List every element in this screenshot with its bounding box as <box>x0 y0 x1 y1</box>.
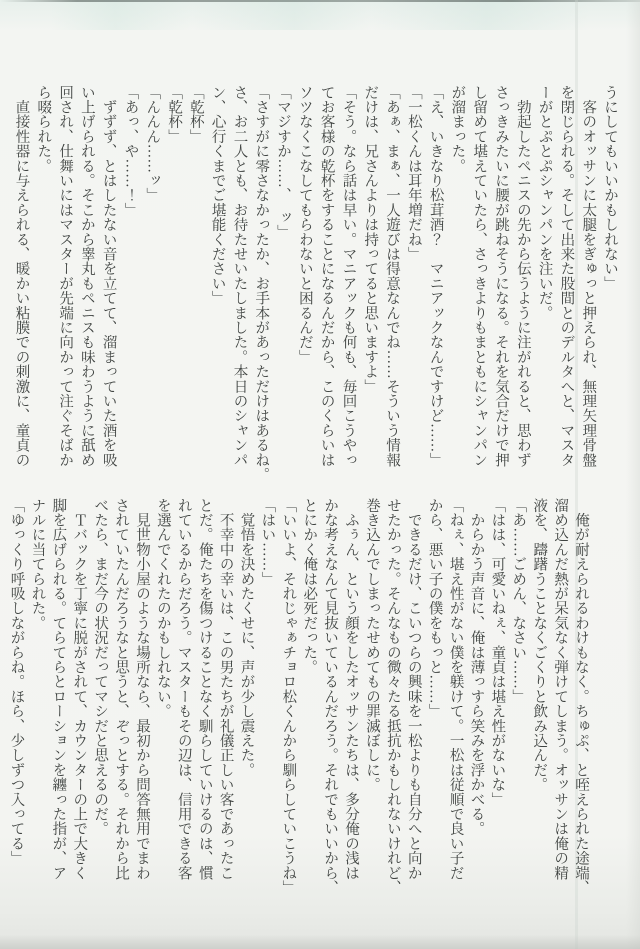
text-column: を閉じられる。そして出来た股間とのデルタへと、マスタ <box>558 85 575 468</box>
text-column: かな考えなんて見抜いているんだろう。それでもいいから、 <box>322 498 339 895</box>
text-column: さ、お二人とも、お待たせいたしました。本日のシャンパ <box>231 85 248 468</box>
text-column: 「マジすか……、 ッ」 <box>275 85 292 240</box>
bottom-text-block <box>5 498 591 895</box>
text-column: 「はは、可愛いねぇ、童貞は堪え性がないな」 <box>489 498 506 807</box>
text-column: とにかく俺は必死だった。 <box>301 498 318 675</box>
text-column: 不幸中の幸いは、この男たちが礼儀正しい客であったこ <box>217 498 234 881</box>
text-column: 「はい……」 <box>259 498 276 587</box>
scan-artifact-top-tint <box>0 0 640 30</box>
text-column: 「あっ、や……！」 <box>122 85 139 218</box>
top-text-block <box>8 85 620 485</box>
text-column: てお客様の乾杯をすることになるんだから、このくらいは <box>318 85 335 468</box>
text-column: 「ゆっくり呼吸しながらね。ほら、少しずつ入ってる」 <box>8 498 25 866</box>
text-column: し留めて堪えていたら、さっきよりもまともにシャンパン <box>471 85 488 468</box>
text-column: とだ。俺たちを傷つけることなく馴らしていけるのは、慣 <box>196 498 213 881</box>
text-column: 溜め込んだ熱が呆気なく弾けてしまう。オッサンは俺の精 <box>552 498 569 881</box>
scan-artifact-right-shade <box>626 0 640 949</box>
text-column: 俺が耐えられるわけもなく。ちゅぷ、と咥えられた途端、 <box>573 498 589 895</box>
text-column: せたかった。そんなもの微々たる抵抗かもしれないけれど、 <box>384 498 401 895</box>
text-column: されていたんだろうなと思うと、ぞっとする。それから比 <box>113 498 130 881</box>
text-column: 「あぁ、まぁ、一人遊びは得意なんでね……そういう情報 <box>384 85 401 468</box>
text-column: ずずず、とはしたない音を立てて、溜まっていた酒を吸 <box>100 85 117 468</box>
text-column: れているからだろう。マスターもその辺は、信用できる客 <box>175 498 192 881</box>
text-column: 「一松くんは耳年増だね」 <box>405 85 422 262</box>
text-column: 回され、仕舞いにはマスターが先端に向かって注ぐそばか <box>57 85 74 468</box>
scan-artifact-bottom-edge <box>0 935 640 949</box>
text-column: 直接性器に与えられる、暖かい粘膜での刺激に、童貞の <box>13 85 30 468</box>
text-column: 「んんん……ッ」 <box>144 85 161 203</box>
text-column: うにしてもいいかもしれない」 <box>602 85 618 291</box>
text-column: ふぅん、という顔をしたオッサンたちは、多分俺の浅は <box>343 498 360 881</box>
text-column: から、悪い子の僕をもっと……」 <box>426 498 443 719</box>
text-column: 「そう。なら話は早い。マニアックも何も、毎回こうやっ <box>340 85 357 468</box>
text-column: 巻き込んでしまったせめてもの罪滅ぼしに。 <box>363 498 380 792</box>
text-column: だけは、兄さんよりは持ってると思いますよ」 <box>362 85 379 394</box>
scan-artifact-top-edge <box>0 0 640 2</box>
text-column: さっきみたいに腰が跳ねそうになる。それを気合だけで押 <box>493 85 510 468</box>
text-column: 「あ……ごめん、なさい……」 <box>510 498 527 704</box>
text-column: ン、心行くまでご堪能ください」 <box>209 85 226 306</box>
text-column: べたら、まだ今の状況だってマシだと思えるのだ。 <box>92 498 109 837</box>
text-column: を選んでくれたのかもしれない。 <box>154 498 171 719</box>
text-column: ソツなくこなしてもらわないと困るんだ」 <box>296 85 313 365</box>
text-column: 「いいよ、それじゃぁチョロ松くんから馴らしていこうね」 <box>280 498 297 895</box>
text-column: 客のオッサンに太腿をぎゅっと押えられ、無理矢理骨盤 <box>580 85 597 468</box>
text-column: 「乾杯」 <box>187 85 204 144</box>
text-column: 液を、躊躇うことなくごくりと飲み込んだ。 <box>531 498 548 792</box>
text-column: ナルに当てられた。 <box>29 498 46 631</box>
text-column: い上げられる。そこから睾丸もペニスも味わうように舐め <box>78 85 95 468</box>
text-column: 見世物小屋のような場所なら、最初から問答無用でまわ <box>133 498 150 881</box>
text-column: からかう声音に、俺は薄っすら笑みを浮かべる。 <box>468 498 485 837</box>
text-column: できるだけ、こいつらの興味を一松よりも自分へと向か <box>405 498 422 881</box>
text-column: 「さすがに零さなかったか、お手本があっただけはあるね。 <box>253 85 270 482</box>
text-column: 勃起したペニスの先から伝うように注がれると、思わず <box>514 85 531 468</box>
text-column: ーがとぷとぷシャンパンを注いだ。 <box>536 85 553 321</box>
text-column: 脚を広げられる。てらてらとローションを纏った指が、ア <box>50 498 67 881</box>
text-column: ら啜られた。 <box>35 85 52 174</box>
text-column: 「え、いきなり松茸酒？ マニアックなんですけど……」 <box>427 85 444 468</box>
text-column: が溜まった。 <box>449 85 466 174</box>
text-column: 覚悟を決めたくせに、声が少し震えた。 <box>238 498 255 778</box>
text-column: 「ねぇ、堪え性がない僕を躾けて。一松は従順で良い子だ <box>447 498 464 881</box>
text-column: Ｔバックを丁寧に脱がされて、カウンターの上で大きく <box>71 498 88 881</box>
text-column: 「乾杯」 <box>166 85 183 144</box>
